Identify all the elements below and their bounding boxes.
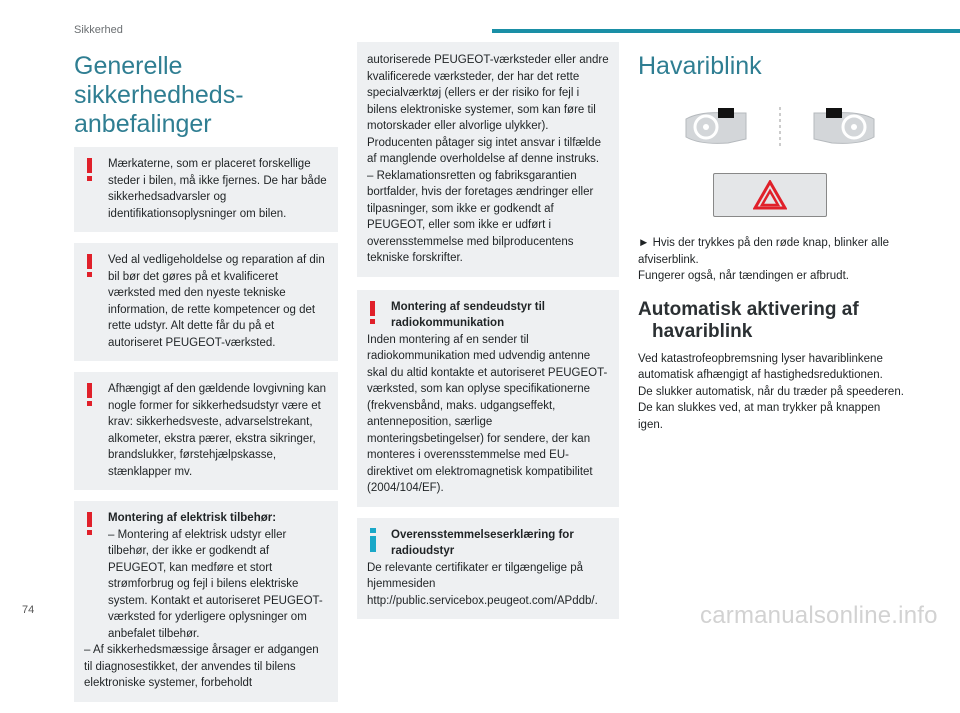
warning-note-maintenance <box>74 243 338 361</box>
note-text: Ved al vedligeholdelse og reparation af din bil bør det gøres på et kvalificeret værksted med den nyeste tekniske information, de rette kompetencer og det rette udstyr. Alt dette får du på et autoriseret PEUGEOT-værksted. <box>108 254 325 349</box>
column-hazard-lights <box>638 52 908 433</box>
continued-text: autoriserede PEUGEOT-værksteder eller andre kvalificerede værksteder, der har det rette specialværktøj (ellers er der risiko for fejl i bilens elektroniske systemer, som kan føre til motorskader eller alvorlige ulykker). Producenten påtager sig intet ansvar i tilfælde af manglende overholdelse af denne instruks. <box>367 54 609 165</box>
title-line-2: anbefalinger <box>74 110 212 138</box>
hazard-intro <box>638 235 908 285</box>
subtitle-line-2: havariblink <box>652 320 753 342</box>
dashboard-lhd-rhd-icon <box>680 105 880 151</box>
subtitle-automatic-activation <box>638 299 908 343</box>
dashboard-lhd-icon <box>686 108 746 143</box>
note-heading: Montering af sendeudstyr til radiokommunikation <box>391 300 545 329</box>
note-text: – Af sikkerhedsmæssige årsager er adgangen til diagnosestikket, der anvendes til bilens elektroniske systemer, forbeholdt <box>84 644 319 689</box>
warning-note-electrical-accessories <box>74 501 338 702</box>
note-text: Afhængigt af den gældende lovgivning kan nogle former for sikkerhedsudstyr være et krav: sikkerhedsveste, advarselstrekant, alkometer, ekstra pærer, ekstra sikringer, brandslukker, førstehjælpskasse, stænklapper mv. <box>108 383 327 478</box>
automatic-activation-text <box>638 351 908 434</box>
watermark: carmanualsonline.info <box>700 602 938 629</box>
body-text: De slukker automatisk, når du træder på speederen. <box>638 385 904 398</box>
note-heading: Overensstemmelseserklæring for radioudstyr <box>391 528 574 557</box>
column-continuation <box>357 42 619 630</box>
note-text: – Montering af elektrisk udstyr eller tilbehør, der ikke er godkendt af PEUGEOT, kan medføre et stort strømforbrug og fejl i bilens elektriske system. Kontakt et autoriseret PEUGEOT-værksted for yderligere oplysninger om anbefalet tilbehør. <box>108 528 323 640</box>
warning-note-safety-equipment <box>74 372 338 490</box>
hazard-button-illustration <box>713 173 827 217</box>
info-note-declaration-of-conformity <box>357 518 619 620</box>
subtitle-line-1: Automatisk aktivering af <box>638 298 859 320</box>
continued-text: – Reklamationsretten og fabriksgarantien bortfalder, hvis der foretages ændringer eller tilpasninger, som ikke er godkendt af PEUGEOT, eller som ikke er udført i overensstemmelse med bilproducentens tekniske forskrifter. <box>367 169 594 264</box>
note-text: Mærkaterne, som er placeret forskellige steder i bilen, må ikke fjernes. De har både sikkerhedsadvarsler og identifikationsoplysninger om bilen. <box>108 158 327 220</box>
section-title-hazard-lights: Havariblink <box>638 52 762 80</box>
section-title-general-safety <box>74 52 338 139</box>
warning-icon <box>87 512 92 534</box>
title-line-1: Generelle sikkerhedheds- <box>74 52 244 109</box>
page-number: 74 <box>22 604 35 616</box>
continued-note <box>357 42 619 277</box>
warning-note-stickers <box>74 147 338 232</box>
intro-text: ► Hvis der trykkes på den røde knap, blinker alle afviserblink. <box>638 237 890 266</box>
header-accent-bar <box>492 29 960 33</box>
intro-text: Fungerer også, når tændingen er afbrudt. <box>638 270 849 282</box>
hazard-triangle-icon <box>753 180 787 210</box>
warning-icon <box>87 254 92 276</box>
section-header-label: Sikkerhed <box>74 24 123 36</box>
hazard-button <box>713 173 827 217</box>
warning-icon <box>87 158 92 180</box>
column-general-safety <box>74 52 338 713</box>
warning-note-radio-transmitter <box>357 290 619 507</box>
warning-icon <box>87 383 92 405</box>
note-text: De relevante certifikater er tilgængelige på hjemmesiden http://public.servicebox.peugeot.com/APddb/. <box>367 561 598 607</box>
dashboard-illustration <box>680 105 880 151</box>
body-text: De kan slukkes ved, at man trykker på knappen igen. <box>638 402 881 431</box>
info-icon <box>370 528 376 552</box>
note-heading: Montering af elektrisk tilbehør: <box>108 512 277 524</box>
dashboard-rhd-icon <box>814 108 874 143</box>
warning-icon <box>370 301 375 323</box>
note-text: Inden montering af en sender til radiokommunikation med udvendig antenne skal du altid kontakte et autoriseret PEUGEOT-værksted, som kan oplyse specifikationerne (frekvensbånd, maks. udgangseffekt, antenneposition, særlige monteringsbetingelser) for sendere, der kan monteres i overensstemmelse med EU-direktivet om elektromagnetisk kompatibilitet (2004/104/EF). <box>367 333 608 494</box>
body-text: Ved katastrofeopbremsning lyser havariblinkene automatisk afhængigt af hastighedsreduktionen. <box>638 352 883 381</box>
